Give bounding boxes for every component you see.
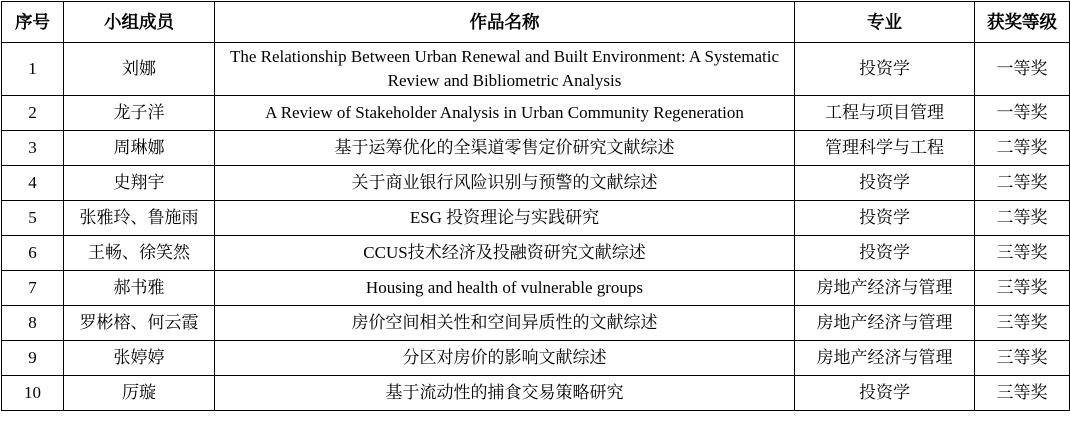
cell-award-level: 三等奖 <box>975 341 1070 376</box>
cell-award-level: 二等奖 <box>975 201 1070 236</box>
cell-serial-number: 4 <box>2 166 64 201</box>
cell-group-members: 郝书雅 <box>64 271 215 306</box>
cell-serial-number: 5 <box>2 201 64 236</box>
table-row <box>2 131 1070 166</box>
table-row <box>2 341 1070 376</box>
table-row <box>2 96 1070 131</box>
cell-major: 投资学 <box>795 201 975 236</box>
table-row <box>2 306 1070 341</box>
cell-award-level: 三等奖 <box>975 306 1070 341</box>
cell-work-title: 分区对房价的影响文献综述 <box>215 341 795 376</box>
col-header-major: 专业 <box>795 2 975 43</box>
table-row <box>2 201 1070 236</box>
table-row <box>2 43 1070 96</box>
cell-major: 工程与项目管理 <box>795 96 975 131</box>
cell-award-level: 三等奖 <box>975 376 1070 411</box>
cell-work-title: 房价空间相关性和空间异质性的文献综述 <box>215 306 795 341</box>
col-header-award-level: 获奖等级 <box>975 2 1070 43</box>
cell-group-members: 龙子洋 <box>64 96 215 131</box>
cell-serial-number: 2 <box>2 96 64 131</box>
col-header-serial-number: 序号 <box>2 2 64 43</box>
cell-group-members: 周琳娜 <box>64 131 215 166</box>
cell-major: 管理科学与工程 <box>795 131 975 166</box>
cell-serial-number: 8 <box>2 306 64 341</box>
cell-work-title: A Review of Stakeholder Analysis in Urban Community Regeneration <box>215 96 795 131</box>
cell-award-level: 二等奖 <box>975 131 1070 166</box>
table-row <box>2 271 1070 306</box>
cell-award-level: 三等奖 <box>975 271 1070 306</box>
table-row <box>2 376 1070 411</box>
cell-work-title: 基于运筹优化的全渠道零售定价研究文献综述 <box>215 131 795 166</box>
cell-work-title: ESG 投资理论与实践研究 <box>215 201 795 236</box>
cell-serial-number: 9 <box>2 341 64 376</box>
cell-group-members: 张婷婷 <box>64 341 215 376</box>
cell-award-level: 一等奖 <box>975 96 1070 131</box>
col-header-group-members: 小组成员 <box>64 2 215 43</box>
award-results-table <box>1 1 1070 411</box>
cell-work-title: Housing and health of vulnerable groups <box>215 271 795 306</box>
table-row <box>2 166 1070 201</box>
cell-major: 投资学 <box>795 376 975 411</box>
cell-major: 房地产经济与管理 <box>795 306 975 341</box>
col-header-work-title: 作品名称 <box>215 2 795 43</box>
cell-serial-number: 1 <box>2 43 64 96</box>
cell-group-members: 罗彬榕、何云霞 <box>64 306 215 341</box>
cell-major: 投资学 <box>795 236 975 271</box>
cell-group-members: 刘娜 <box>64 43 215 96</box>
cell-major: 投资学 <box>795 166 975 201</box>
table-row <box>2 236 1070 271</box>
cell-major: 房地产经济与管理 <box>795 341 975 376</box>
cell-group-members: 史翔宇 <box>64 166 215 201</box>
cell-group-members: 厉璇 <box>64 376 215 411</box>
cell-award-level: 一等奖 <box>975 43 1070 96</box>
cell-award-level: 二等奖 <box>975 166 1070 201</box>
cell-work-title: 基于流动性的捕食交易策略研究 <box>215 376 795 411</box>
cell-serial-number: 7 <box>2 271 64 306</box>
cell-award-level: 三等奖 <box>975 236 1070 271</box>
cell-work-title: 关于商业银行风险识别与预警的文献综述 <box>215 166 795 201</box>
cell-major: 投资学 <box>795 43 975 96</box>
cell-serial-number: 10 <box>2 376 64 411</box>
cell-group-members: 张雅玲、鲁施雨 <box>64 201 215 236</box>
cell-serial-number: 3 <box>2 131 64 166</box>
cell-work-title: The Relationship Between Urban Renewal and Built Environment: A Systematic Review and Bibliometric Analysis <box>215 43 795 96</box>
header-row <box>2 2 1070 43</box>
cell-serial-number: 6 <box>2 236 64 271</box>
cell-major: 房地产经济与管理 <box>795 271 975 306</box>
cell-work-title: CCUS技术经济及投融资研究文献综述 <box>215 236 795 271</box>
cell-group-members: 王畅、徐笑然 <box>64 236 215 271</box>
